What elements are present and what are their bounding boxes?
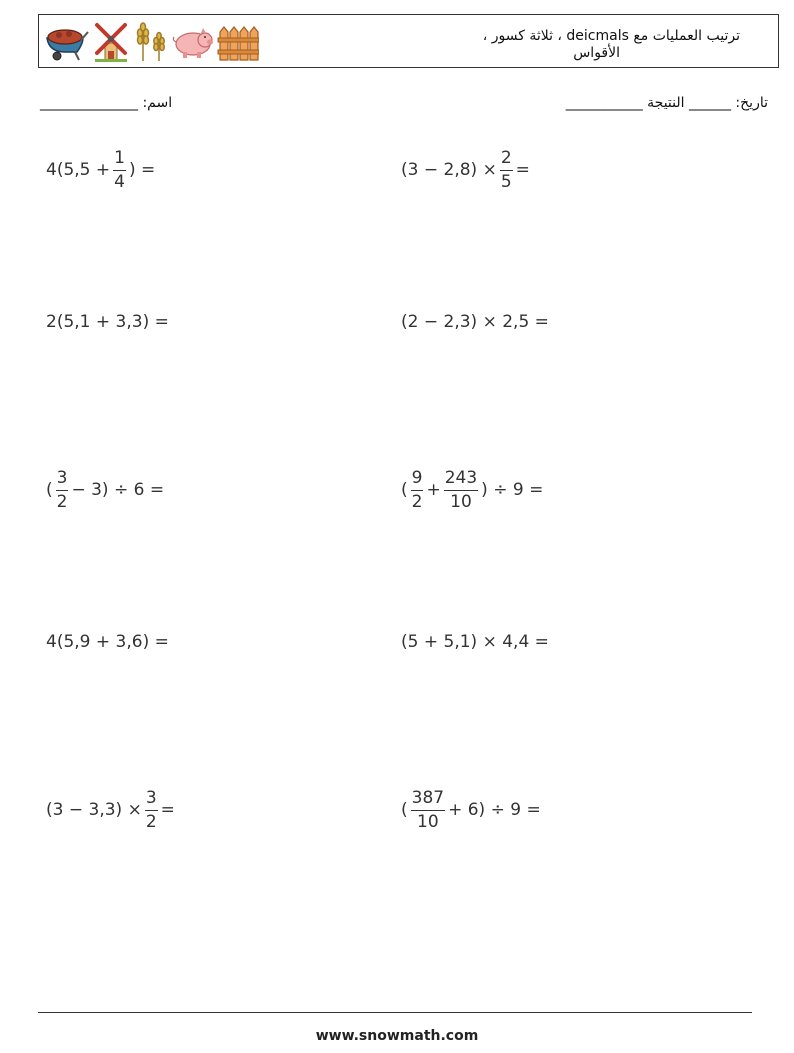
fraction (113, 147, 126, 192)
problem-2-lead: (3 − 2,8) × (401, 160, 497, 180)
denominator: 10 (450, 491, 472, 512)
numerator: 3 (56, 470, 69, 491)
problem-3 (46, 297, 169, 347)
worksheet-header (38, 14, 779, 68)
problem-7 (46, 617, 169, 667)
title-line-1: ترتيب العمليات مع deicmals ، ثلاثة كسور ، (482, 28, 740, 44)
denominator: 2 (145, 811, 157, 832)
problem-4-text: (2 − 2,3) × 2,5 = (401, 312, 549, 332)
problem-9-lead: (3 − 3,3) × (46, 800, 142, 820)
numerator: 387 (411, 790, 445, 811)
denominator: 10 (417, 811, 439, 832)
problem-1 (46, 145, 155, 195)
problem-9-tail: = (160, 800, 175, 820)
header-icons (43, 20, 259, 64)
problem-4 (401, 297, 549, 347)
fraction (145, 787, 158, 832)
problem-6 (401, 465, 543, 515)
footer-url[interactable]: www.snowmath.com (315, 1028, 479, 1044)
denominator: 2 (411, 491, 423, 512)
problem-10-tail: + 6) ÷ 9 = (448, 800, 541, 820)
fraction (500, 147, 513, 192)
numerator: 1 (113, 150, 126, 171)
problem-3-text: 2(5,1 + 3,3) = (46, 312, 169, 332)
title-line-2: الأقواس (573, 45, 620, 61)
problem-5-tail: − 3) ÷ 6 = (71, 480, 165, 500)
fraction (444, 467, 478, 512)
denominator: 5 (500, 171, 512, 192)
problem-5 (46, 465, 164, 515)
problem-9 (46, 785, 175, 835)
problem-1-tail: ) = (128, 160, 156, 180)
problem-6-lead: ( (401, 480, 408, 500)
problem-6-operator: + (426, 480, 441, 500)
problem-2 (401, 145, 530, 195)
numerator: 2 (500, 150, 513, 171)
numerator: 3 (145, 790, 158, 811)
denominator: 2 (56, 491, 68, 512)
fraction (411, 467, 424, 512)
numerator: 9 (411, 470, 424, 491)
date-score-field[interactable]: تاريخ: ______ النتيجة ___________ (565, 95, 768, 111)
wheelbarrow-icon (43, 22, 89, 62)
problem-10-lead: ( (401, 800, 408, 820)
denominator: 4 (114, 171, 125, 192)
name-field[interactable]: اسم: ______________ (40, 95, 173, 111)
fraction (56, 467, 69, 512)
windmill-icon (91, 21, 131, 63)
problem-8-text: (5 + 5,1) × 4,4 = (401, 632, 549, 652)
problem-7-text: 4(5,9 + 3,6) = (46, 632, 169, 652)
wheat-icon (133, 21, 169, 63)
fraction (411, 787, 445, 832)
footer-divider (38, 1012, 752, 1013)
problem-10 (401, 785, 541, 835)
numerator: 243 (444, 470, 478, 491)
problem-8 (401, 617, 549, 667)
problem-1-lead: 4(5,5 + (46, 160, 111, 180)
problem-5-lead: ( (46, 480, 53, 500)
fence-icon (217, 22, 259, 62)
worksheet-title (410, 28, 740, 62)
problem-2-tail: = (515, 160, 530, 180)
problem-6-tail: ) ÷ 9 = (481, 480, 544, 500)
pig-icon (171, 22, 215, 62)
